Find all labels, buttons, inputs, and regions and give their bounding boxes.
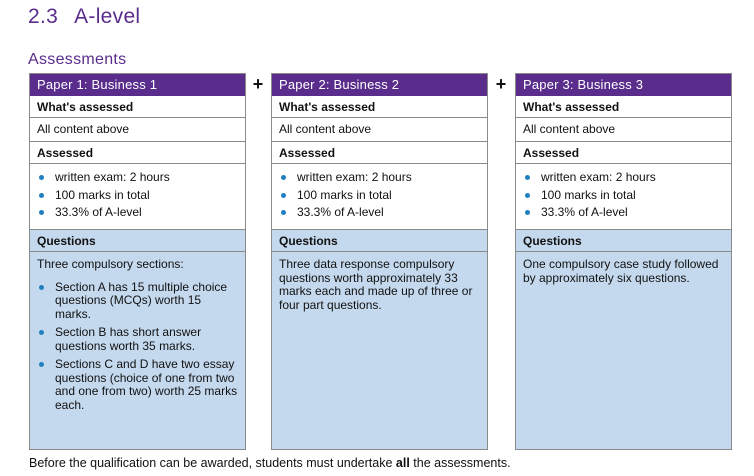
assessed-label: Assessed [30, 142, 245, 164]
bullet-icon [525, 175, 530, 180]
list-item [37, 358, 238, 412]
questions-label: Questions [516, 230, 731, 252]
paper-1-title: Paper 1: Business 1 [30, 74, 245, 96]
list-item [279, 204, 480, 222]
bullet-icon [281, 193, 286, 198]
list-item [523, 204, 724, 222]
list-item [523, 169, 724, 187]
bullet-icon [525, 210, 530, 215]
paper-2-assessed-list [272, 164, 487, 230]
plus-icon: + [252, 74, 264, 94]
paper-2-content: All content above [272, 118, 487, 142]
list-item [279, 169, 480, 187]
paper-3-column [515, 73, 732, 450]
bullet-icon [39, 193, 44, 198]
assessed-item: written exam: 2 hours [55, 170, 170, 184]
whats-assessed-label: What's assessed [516, 96, 731, 118]
footnote [29, 456, 511, 470]
question-item: Section B has short answer questions worth 35 marks. [55, 325, 202, 353]
paper-1-content: All content above [30, 118, 245, 142]
footnote-before: Before the qualification can be awarded, students must undertake [29, 456, 396, 470]
assessed-label: Assessed [516, 142, 731, 164]
list-item [279, 187, 480, 205]
footnote-after: the assessments. [409, 456, 511, 470]
paper-1-questions [30, 230, 245, 449]
list-item [37, 281, 238, 322]
list-item [37, 326, 238, 353]
assessed-item: 33.3% of A-level [297, 205, 384, 219]
plus-icon: + [495, 74, 507, 94]
bullet-icon [525, 193, 530, 198]
paper-3-questions [516, 230, 731, 449]
assessed-label: Assessed [272, 142, 487, 164]
bullet-icon [39, 285, 44, 290]
question-item: Section A has 15 multiple choice questions (MCQs) worth 15 marks. [55, 279, 228, 321]
bullet-icon [39, 330, 44, 335]
assessed-item: 100 marks in total [55, 187, 150, 202]
section-number: 2.3 [28, 5, 59, 28]
paper-3-questions-text: One compulsory case study followed by approximately six questions. [523, 257, 719, 285]
section-title: A-level [74, 5, 141, 28]
paper-1-questions-intro: Three compulsory sections: [37, 257, 184, 271]
assessed-item: written exam: 2 hours [541, 170, 656, 184]
assessed-item: 33.3% of A-level [55, 205, 142, 219]
bullet-icon [39, 175, 44, 180]
paper-1-column [29, 73, 246, 450]
whats-assessed-label: What's assessed [30, 96, 245, 118]
paper-3-content: All content above [516, 118, 731, 142]
paper-1-questions-list [37, 281, 238, 413]
list-item [37, 187, 238, 205]
assessments-subtitle: Assessments [28, 51, 127, 68]
paper-3-title: Paper 3: Business 3 [516, 74, 731, 96]
question-item: Sections C and D have two essay questions (choice of one from two and one from two) worth 25 marks each. [55, 357, 238, 412]
footnote-bold: all [395, 456, 410, 470]
bullet-icon [281, 175, 286, 180]
section-heading [28, 5, 140, 29]
paper-2-questions [272, 230, 487, 449]
assessed-item: 33.3% of A-level [541, 205, 628, 219]
paper-3-assessed-list [516, 164, 731, 230]
assessed-item: written exam: 2 hours [297, 170, 412, 184]
bullet-icon [39, 362, 44, 367]
assessed-item: 100 marks in total [541, 187, 636, 202]
list-item [37, 204, 238, 222]
list-item [37, 169, 238, 187]
questions-label: Questions [272, 230, 487, 252]
bullet-icon [39, 210, 44, 215]
paper-2-column [271, 73, 488, 450]
bullet-icon [281, 210, 286, 215]
paper-2-title: Paper 2: Business 2 [272, 74, 487, 96]
whats-assessed-label: What's assessed [272, 96, 487, 118]
list-item [523, 187, 724, 205]
questions-label: Questions [30, 230, 245, 252]
paper-1-assessed-list [30, 164, 245, 230]
assessed-item: 100 marks in total [297, 187, 392, 202]
paper-2-questions-text: Three data response compulsory questions worth approximately 33 marks each and made up of three or four part questions. [279, 257, 473, 312]
